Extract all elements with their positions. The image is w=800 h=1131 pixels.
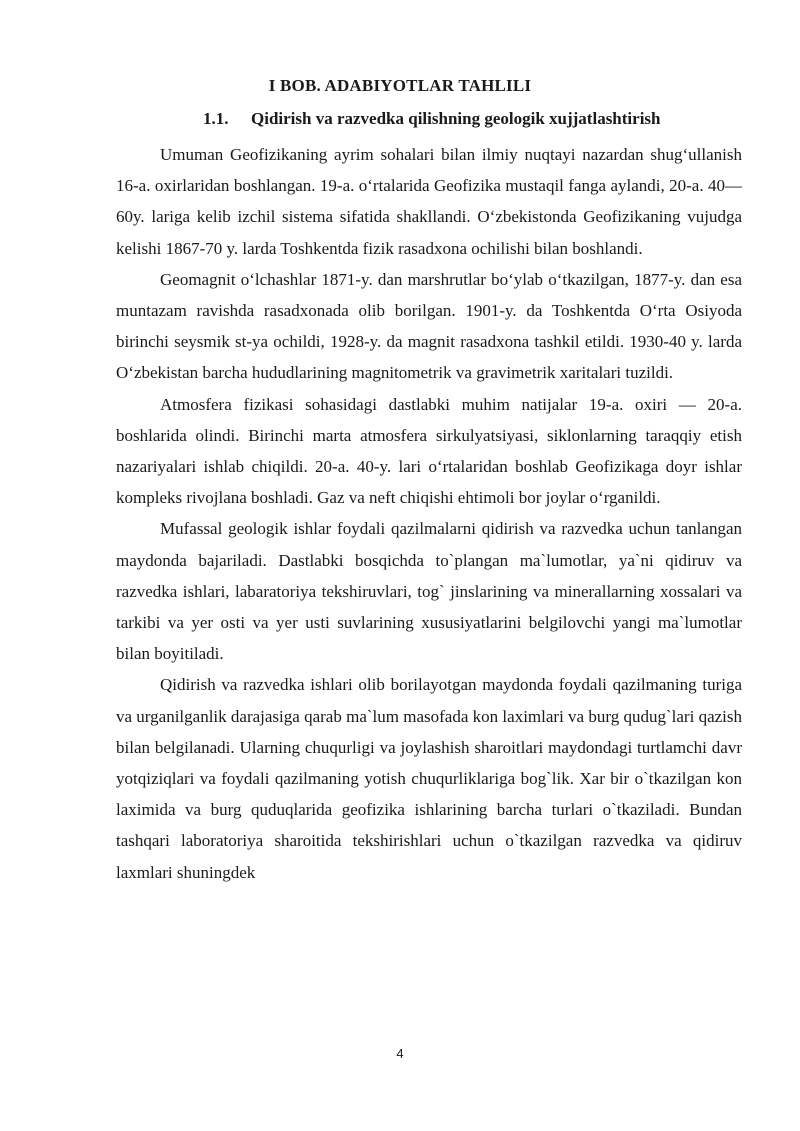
section-number: 1.1. — [203, 109, 229, 128]
paragraph: Umuman Geofizikaning ayrim sohalari bilan ilmiy nuqtayi nazardan shug‘ullanish 16-a. oxirlaridan boshlangan. 19-a. o‘rtalarida Geofizika mustaqil fanga aylandi, 20-a. 40—60y. lariga kelib izchil sistema sifatida shakllandi. O‘zbekistonda Geofizikaning vujudga kelishi 1867-70 y. larda Toshkentda fizik rasadxona ochilishi bilan boshlandi. — [116, 145, 742, 258]
paragraph: Geomagnit o‘lchashlar 1871-y. dan marshrutlar bo‘ylab o‘tkazilgan, 1877-y. dan esa muntazam ravishda rasadxonada olib borilgan. 1901-y. da Toshkentda O‘rta Osiyoda birinchi seysmik st-ya ochildi, 1928-y. da magnit rasadxona tashkil etildi. 1930-40 y. larda O‘zbekistan barcha hududlarining magnitometrik va gravimetrik xaritalari tuzildi. — [116, 269, 742, 383]
paragraph: Qidirish va razvedka ishlari olib borilayotgan maydonda foydali qazilmaning turiga va urganilganlik darajasiga qarab ma`lum masofada kon laximlari va burg qudug`lari qazish bilan belgilanadi. Ularning chuqurligi va joylashish sharoitlari maydondagi turtlamchi davr yotqiziqlari va foydali qazilmaning yotish chuqurliklariga bog`lik. Xar bir o`tkazilgan kon laximida va burg quduqlarida geofizika ishlarining barcha turlari o`tkaziladi. Bundan tashqari laboratoriya sharoitida tekshirishlari uchun o`tkazilgan razvedka va qidiruv laxmlari shuningdek — [116, 675, 742, 882]
chapter-title: I BOB. ADABIYOTLAR TAHLILI — [268, 76, 532, 95]
page-number: 4 — [396, 1046, 404, 1061]
body-text — [116, 139, 742, 888]
paragraph: Atmosfera fizikasi sohasidagi dastlabki muhim natijalar 19-a. oxiri — 20-a. boshlarida olindi. Birinchi marta atmosfera sirkulyatsiyasi, siklonlarning taraqqiy etish nazariyalari ishlab chiqildi. 20-a. 40-y. lari o‘rtalaridan boshlab Geofizikaga doyr ishlar kompleks rivojlana boshladi. Gaz va neft chiqishi ehtimoli bor joylar o‘rganildi. — [116, 394, 742, 508]
section-title: Qidirish va razvedka qilishning geologik xujjatlashtirish — [251, 109, 661, 128]
section-heading — [203, 109, 661, 129]
paragraph: Mufassal geologik ishlar foydali qazilmalarni qidirish va razvedka uchun tanlangan maydonda bajariladi. Dastlabki bosqichda to`plangan ma`lumotlar, ya`ni qidiruv va razvedka ishlari, labaratoriya tekshiruvlari, tog` jinslarining va minerallarning xossalari va tarkibi va yer osti va yer usti suvlarining xususiyatlarini belgilovchi yangi ma`lumotlar bilan boyitiladi. — [116, 519, 742, 664]
